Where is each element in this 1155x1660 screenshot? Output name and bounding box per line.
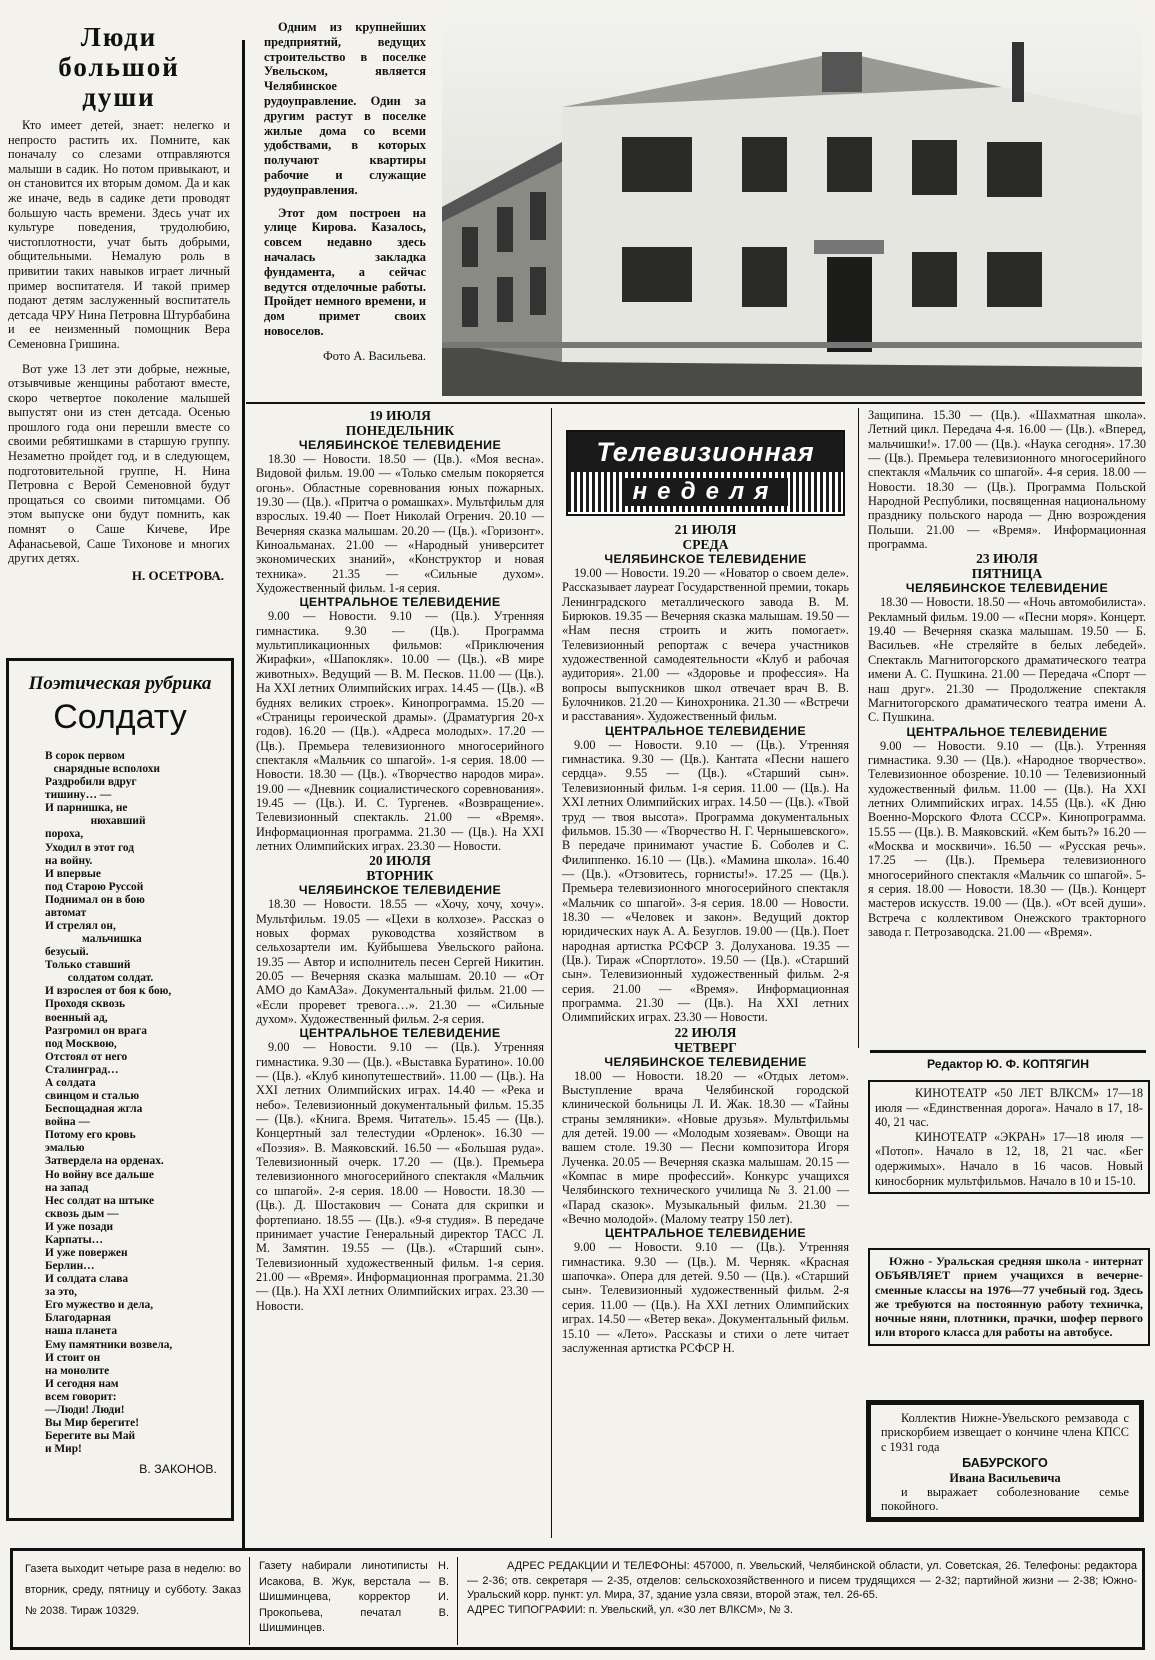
tv-channel-name: ЧЕЛЯБИНСКОЕ ТЕЛЕВИДЕНИЕ (604, 552, 807, 566)
tv-day-date: 19 ИЮЛЯ (369, 408, 431, 423)
tv-program-listing: 9.00 — Новости. 9.10 — (Цв.). Утренняя гимнастика. 9.30 — (Цв.). Кантата «Песни нашего сердца». 9.55 — (Цв.). «Старший сын». Телевизионный фильм. 1-я серия. 11.00 — (Цв.). На XXI летних Олимпийских играх. 14.50 — (Цв.). «Твой труд — твоя высота». Программа документальных фильмов. 15.30 — «Творчество Н. Г. Чернышевского». В передаче принимают участие Б. Соболев и С. Филиппенко. 16.10 — (Цв.). «Мамина школа». 16.40 — (Цв.). «Отзовитесь, горнисты!». 17.25 — (Цв.). Премьера телевизионного многосерийного спектакля «Мальчик со шпагой». 3-я серия. 18.00 — Новости. 18.30 — «Человек и закон». Ведущий доктор юридических наук А. А. Безуглов. 19.00 — (Цв.). Поет народная артистка РСФСР З. Долуханова. 19.35 — (Цв.). Тираж «Спортлото». 19.50 — (Цв.). «Старший сын». Телевизионный художественный фильм. 2-я серия. 21.00 — «Время». Информационная программа. 21.30 — (Цв.). На XXI летних Олимпийских играх. 23.30 — Новости. (562, 737, 849, 1025)
footer-rule (249, 1557, 250, 1645)
tv-program-listing: 9.00 — Новости. 9.10 — (Цв.). Утренняя гимнастика. 9.30 — (Цв.). «Выставка Буратино». 10.00 — (Цв.). «Клуб кинопутешествий». 11.00 — (Цв.). На XXI летних Олимпийских играх. 14.40 — «Река и небо». Телевизионный документальный фильм. 15.35 — (Цв.). «Книга. Время. Читатель». 15.45 — (Цв.). Концертный зал телестудии «Орленок». 16.30 — «Поэзия». В. Маяковский. 16.50 — «Большая руда». Телевизионный очерк. 17.20 — (Цв.). Премьера телевизионного многосерийного спектакля «Мальчик со шпагой». 2-я серия. 18.00 — Новости. 18.30 — (Цв.). Д. Шостакович — Соната для скрипки и фортепиано. 18.55 — (Цв.). «9-я студия». В передаче принимает участие Генеральный директор ТАСС Л. М. Замятин. 19.55 — (Цв.). «Старший сын». Телевизионный художественный фильм. 1-я серия. 21.00 — «Время». Информационная программа. 21.30 — (Цв.). На XXI летних Олимпийских играх. 23.30 — Новости. (256, 1040, 544, 1313)
column-rule (551, 408, 552, 1538)
article-people-author: Н. ОСЕТРОВА. (131, 567, 224, 583)
obituary-condolence: и выражает соболезнование семье покойного. (881, 1484, 1129, 1514)
tv-program-listing: 9.00 — Новости. 9.10 — (Цв.). Утренняя гимнастика. 9.30 — (Цв.). М. Черняк. «Красная шапочка». Опера для детей. 9.50 — (Цв.). «Старший сын». Телевизионный художественный фильм. 2-я серия. 11.00 — (Цв.). На XXI летних Олимпийских играх. 14.50 — «Ветер века». Документальный фильм. 15.10 — «Лето». Рассказы и стихи о лете читает заслуженная артистка РСФСР Н. (562, 1240, 849, 1355)
cinema-listing: КИНОТЕАТР «ЭКРАН» 17—18 июля — «Потоп». Начало в 12, 18, 21 час. «Бег одержимых». Начало в 16 часов. Новый киносборник мультфильмов. Начало в 10 и 15-10. (875, 1129, 1143, 1188)
footer-staff: Газету набирали линотиписты Н. Исакова, В. Жук, верстала — В. Шишминцева, корректор И. Прокопьева, печатал В. Шишминцев. (259, 1560, 449, 1635)
tv-day-date: 20 ИЮЛЯ (369, 853, 431, 869)
obituary-text (881, 1411, 1129, 1454)
tv-week-header-bottom (568, 472, 843, 512)
tv-channel-name: ЧЕЛЯБИНСКОЕ ТЕЛЕВИДЕНИЕ (298, 883, 502, 898)
tv-channel-name: ЦЕНТРАЛЬНОЕ ТЕЛЕВИДЕНИЕ (906, 724, 1108, 739)
tv-program-listing: 18.00 — Новости. 18.20 — «Отдых летом». Выступление врача Челябинской городской клинической больницы Л. И. Жак. 18.30 — «Тайны страны земляники». «Новые друзья». Мультфильмы для детей. 19.00 — «Молодым хозяевам». Овощи на вашем столе. 19.30 — Песни композитора Игоря Лученка. 20.05 — Вечерняя сказка малышам. 20.15 — «Компас в мире профессий». Конкурс учащихся Челябинского технического училища № 3. 21.00 — «Парад сказок». Музыкальный фильм. 21.30 — «Вечно молодой». (Малому театру 150 лет). (562, 1068, 849, 1227)
article-people-body (8, 118, 230, 566)
tv-program-listing: 9.00 — Новости. 9.10 — (Цв.). Утренняя гимнастика. 9.30 — (Цв.). «Народное творчество». Телевизионное обозрение. 10.10 — Телевизионный художественный фильм. 11.00 — (Цв.). На XXI летних Олимпийских играх. 14.55 (Цв.). «К Дню Военно-Морского Флота СССР». Кинопрограмма. 15.55 — (Цв.). В. Маяковский. «Кем быть?» 16.20 — «Москва и москвичи». 16.50 — «Русская речь». 17.25 — (Цв.). Премьера телевизионного многосерийного спектакля «Мальчик со шпагой». 5-я серия. 18.00 — Новости. 18.30 — (Цв.). Концерт мастеров искусств. 19.00 — (Цв.). «От всей души». Встреча с коллективом Онежского тракторного завода г. Петрозаводска. 21.00 — «Время». (868, 738, 1146, 939)
obituary-name2: Ивана Васильевича (949, 1470, 1061, 1485)
tv-day-date: 21 ИЮЛЯ (674, 522, 737, 537)
article-people-title: Люди большой души (58, 22, 180, 112)
column-rule (858, 408, 859, 1048)
poetry-author: В. ЗАКОНОВ. (139, 1462, 217, 1477)
tv-day-weekday: ПОНЕДЕЛЬНИК (345, 423, 455, 438)
tv-program-listing: Защипина. 15.30 — (Цв.). «Шахматная школа». Летний цикл. Передача 4-я. 16.00 — (Цв.). «Вперед, мальчишки!». 17.00 — (Цв.). «Наука сегодня». 17.30 — (Цв.). Премьера телевизионного многосерийного спектакля «Мальчик со шпагой». 4-я серия. 18.00 — Новости. 18.30 — (Цв.). Программа Польской Народной Республики, посвященная национальному празднику польского народа — Дню возрождения Польши. 21.00 — «Время». Информационная программа. (868, 408, 1146, 552)
editor-credit: Редактор Ю. Ф. КОПТЯГИН (926, 1057, 1089, 1071)
tv-column-1 (256, 408, 544, 1313)
article-people-paragraph: Вот уже 13 лет эти добрые, нежные, отзывчивые женщины работают вместе, скоро четвертое поколение малышей выпустят они из стен детсада. Осенью прошлого года они перешли вместе со своими ребятишками в старшую группу. Незаметно пройдет год, и в следующем, подготовительной группе, Н. Нина Петровна с Верой Семеновной будут прощаться со своими питомцами. Об этом выпуске они будут помнить, как помнят о Саше Кичеве, Ире Афанасьевой, Саше Тихонове и многих других детях. (8, 361, 230, 566)
footer-schedule (25, 1559, 241, 1622)
article-people-paragraph: Кто имеет детей, знает: нелегко и непросто растить их. Помните, как поначалу со слезами отправляются малыши в садик. Но потом привыкают, и он становится их вторым домом. Да и как же иначе, ведь в садике дети проводят большую часть времени. Здесь учат их культуре поведения, трудолюбию, чистоплотности, учат быть добрыми, общительными. Немалую роль в привитии таких навыков играет личный пример воспитателя. И такой пример подают детям заслуженный воспитатель детсада ЧРУ Нина Петровна Штурбабина и ее неизменный помощник Вера Семеновна Гришина. (8, 118, 230, 351)
school-ad-text: Южно - Уральская средняя школа - интернат ОБЪЯВЛЯЕТ прием учащихся в вечерне-сменные классы на 1976—77 учебный год. Здесь же требуются на постоянную работу техничка, ночные няни, плотники, прачки, шофер первого или второго класса для работы на автобусе. (875, 1254, 1143, 1340)
poetry-box (6, 658, 234, 1521)
tv-column-3 (868, 408, 1146, 939)
tv-channel-name: ЧЕЛЯБИНСКОЕ ТЕЛЕВИДЕНИЕ (905, 581, 1109, 596)
poetry-lines: В сорок первом снарядные всполохи Раздробили вдруг тишину… — И парнишка, не нюхавший пороха, Уходил в этот год на войну. И впервые под Старою Руссой Поднимал он в бою автомат И стрелял он, мальчишка безусый. Только ставший солдатом солдат. И взрослея от боя к бою, Проходя сквозь военный ад, Разгромил он врага под Москвою, Отстоял от него Сталинград… А солдата свинцом и сталью Беспощадная жгла война — Потому его кровь эмалью Затвердела на орденах. Но войну все дальше на запад Нес солдат на штыке сквозь дым — И уже позади Карпаты… И уже повержен Берлин… И солдата слава за это, Его мужество и дела, Благодарная наша планета Ему памятники возвела, И стоит он на монолите И сегодня нам всем говорит: —Люди! Люди! Вы Мир берегите! Берегите вы Май и Мир! (45, 750, 173, 1456)
tv-channel-name: ЦЕНТРАЛЬНОЕ ТЕЛЕВИДЕНИЕ (604, 723, 807, 738)
cinema-listing: КИНОТЕАТР «50 ЛЕТ ВЛКСМ» 17—18 июля — «Единственная дорога». Начало в 17, 18-40, 21 час. (875, 1086, 1143, 1130)
tv-program-listing: 18.30 — Новости. 18.50 — (Цв.). «Моя весна». Видовой фильм. 19.00 — «Только смелым покоряется огонь». Областные соревнования юных пожарных. 19.30 — (Цв.). «Притча о ромашках». Мультфильм для взрослых. 19.40 — Поет Николай Огренич. 20.10 — Вечерняя сказка малышам. 20.20 — (Цв.). «Горизонт». Киноальманах. 21.00 — «Народный университет экономических знаний», «Конструктор и новая техника». 21.35 — «Сильные духом». Художественный фильм. 1-я серия. (256, 452, 544, 596)
tv-day-weekday: ПЯТНИЦА (971, 566, 1043, 582)
footer-rule (457, 1557, 458, 1645)
obituary-notice: Коллектив Нижне-Увельского ремзавода с прискорбием извещает о кончине члена КПСС с 1931 года (881, 1411, 1129, 1454)
footer-address (467, 1559, 1137, 1617)
tv-program-listing: 19.00 — Новости. 19.20 — «Новатор о своем деле». Рассказывает лауреат Государственной премии, токарь Ленинградского металлического завода В. М. Бирюков. 19.35 — Вечерняя сказка малышам. 19.50 — «Нам песня строить и жить помогает». Телевизионный репортаж с вечера участников художественной самодеятельности «Клуб и рабочая аудитория». 21.00 — «Здоровье и профессия». На вопросы выпускников школ отвечает врач В. В. Булочников. 21.20 — Кинохроника. 21.30 — «Встречи и расставания». Художественный фильм. (562, 566, 849, 724)
tv-channel-name: ЧЕЛЯБИНСКОЕ ТЕЛЕВИДЕНИЕ (604, 1054, 807, 1069)
column-rule (242, 40, 245, 1550)
building-photo (442, 12, 1142, 396)
photo-caption-paragraph: Одним из крупнейших предприятий, ведущих строительство в поселке Увельском, является Челябинское рудоуправление. Один за другим растут в поселке жилые дома со всеми удобствами, в которых получают квартиры рабочие и служащие рудоуправления. (264, 20, 426, 197)
photo-caption (264, 20, 426, 364)
obituary-box (866, 1400, 1144, 1522)
tv-day-date: 22 ИЮЛЯ (674, 1024, 737, 1040)
footer-print-address: АДРЕС ТИПОГРАФИИ: п. Увельский, ул. «30 лет ВЛКСМ», № 3. (467, 1603, 793, 1616)
tv-day-weekday: ЧЕТВЕРГ (674, 1039, 737, 1055)
footer-address-text: АДРЕС РЕДАКЦИИ И ТЕЛЕФОНЫ: 457000, п. Увельский, Челябинской области, ул. Советская, 26. Телефоны: редактора — 2-36; отв. секретаря — 2-35, отделов: сельскохозяйственного и писем трудящихся — 2-32; партийной жизни — 2-38; Южно-Уральский корр. пункт: ул. Мира, 37, здание узла связи, второй этаж, тел. 26-65. (467, 1560, 1137, 1602)
poetry-rubric: Поэтическая рубрика (28, 673, 212, 694)
photo-caption-paragraph: Этот дом построен на улице Кирова. Казалось, совсем недавно здесь началась закладка фундамента, а сейчас ведутся отделочные работы. Пройдет немного времени, и дом примет своих новоселов. (264, 205, 426, 338)
photo-credit: Фото А. Васильева. (322, 348, 426, 363)
section-rule (246, 402, 1145, 404)
tv-program-listing: 18.30 — Новости. 18.55 — «Хочу, хочу, хочу». Мультфильм. 19.05 — «Цехи в колхозе». Рассказ о новых формах руководства хозяйством в сельхозартели им. Куйбышева Увельского района. 19.35 — Автор и исполнитель песен Сергей Никитин. 20.05 — Вечерняя сказка малышам. 20.10 — «От АМО до КамАЗа». Документальный фильм. 21.00 — «Если проревет тревога…». 21.30 — «Сильные духом». Художественный фильм. 2-я серия. (256, 897, 544, 1027)
obituary-name: БАБУРСКОГО (962, 1455, 1048, 1470)
tv-week-header (566, 430, 845, 516)
tv-program-listing: 9.00 — Новости. 9.10 — (Цв.). Утренняя гимнастика. 9.30 — (Цв.). Программа мультипликационных фильмов: «Приключения Жирафки», «Шапокляк». 10.00 — (Цв.). «В мире животных». Ведущий — В. М. Песков. 11.00 — (Цв.). На XXI летних Олимпийских играх. 14.45 — (Цв.). «В буднях великих строек». Кинопрограмма. 15.20 — «Страницы героической драмы». (Драматургия 20-х годов). 16.20 — (Цв.). «Адреса молодых». 17.20 — (Цв.). Премьера телевизионного многосерийного спектакля «Мальчик со шпагой». 1-я серия. 18.00 — Новости. 18.30 — (Цв.). «Творчество народов мира». 19.00 — «Дневник социалистического соревнования». 19.45 — (Цв.). И. С. Тургенев. «Возвращение». Телевизионный спектакль. 21.00 — «Время». Информационная программа. 21.30 — (Цв.). На XXI летних Олимпийских играх. 23.30 — Новости. (256, 609, 544, 853)
tv-channel-name: ЧЕЛЯБИНСКОЕ ТЕЛЕВИДЕНИЕ (298, 438, 502, 452)
poetry-title: Солдату (53, 698, 187, 736)
tv-week-title: Телевизионная (596, 436, 815, 467)
tv-channel-name: ЦЕНТРАЛЬНОЕ ТЕЛЕВИДЕНИЕ (299, 1026, 501, 1041)
footer-box (10, 1548, 1145, 1650)
article-people (8, 22, 230, 584)
cinema-box (868, 1080, 1150, 1194)
tv-program-listing: 18.30 — Новости. 18.50 — «Ночь автомобилиста». Рекламный фильм. 19.00 — «Песни моря». Концерт. 19.40 — Вечерняя сказка малышам. 19.50 — Б. Васильев. «Не стреляйте в белых лебедей». Спектакль Магнитогорского драматического театра имени А. С. Пушкина. 21.00 — Передача «Спорт — наш друг». 21.30 — Продолжение спектакля Магнитогорского драматического театра имени А. С. Пушкина. (868, 595, 1146, 725)
tv-day-weekday: ВТОРНИК (366, 868, 434, 884)
tv-week-header-top (568, 432, 843, 472)
footer-schedule-text: Газета выходит четыре раза в неделю: во вторник, среду, пятницу и субботу. (25, 1563, 241, 1596)
footer-order: Заказ № 2038. Тираж 10329. (25, 1584, 241, 1617)
school-ad-box (868, 1248, 1150, 1346)
tv-column-2 (562, 522, 849, 1355)
tv-day-date: 23 ИЮЛЯ (976, 551, 1038, 567)
tv-day-weekday: СРЕДА (682, 537, 729, 552)
tv-channel-name: ЦЕНТРАЛЬНОЕ ТЕЛЕВИДЕНИЕ (604, 1226, 807, 1241)
tv-channel-name: ЦЕНТРАЛЬНОЕ ТЕЛЕВИДЕНИЕ (299, 595, 501, 610)
building-photo-image (442, 12, 1142, 396)
tv-week-subtitle: неделя (623, 478, 789, 506)
section-rule (870, 1050, 1146, 1053)
